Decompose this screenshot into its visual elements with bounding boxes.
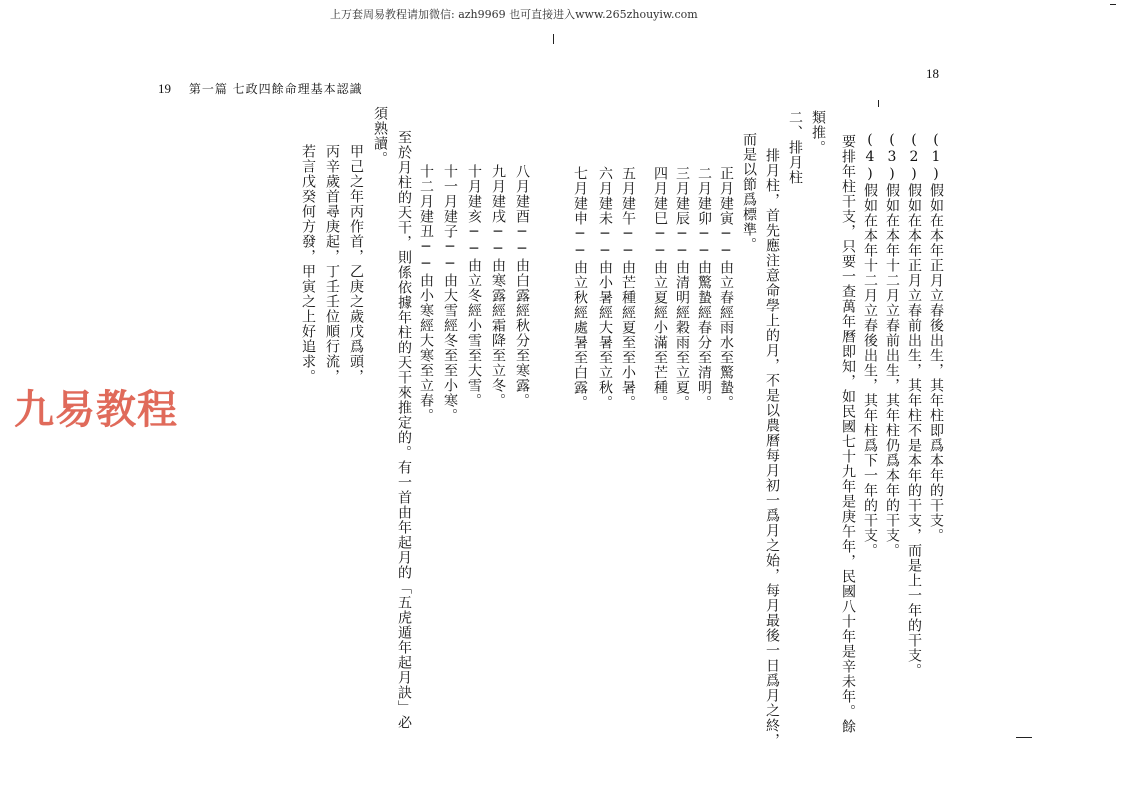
month-row-4: 四月建巳──由立夏經小滿至芒種。	[652, 166, 668, 410]
month-row-5: 五月建午──由芒種經夏至至小暑。	[620, 166, 636, 410]
section-heading-month-pillar: 二、排月柱	[787, 110, 803, 185]
top-watermark-banner: 上万套周易教程请加微信: azh9969 也可直接进入www.265zhouyiw.com	[330, 8, 698, 21]
month-row-12: 十二月建丑──由小寒經大寒至立春。	[418, 164, 434, 423]
left-page-number: 19	[158, 81, 171, 96]
month-row-7: 七月建申──由立秋經處暑至白露。	[572, 166, 588, 410]
left-page-header	[158, 80, 363, 97]
text-column-5: 要排年柱干支，只要一查萬年曆即知，如民國七十九年是庚午年，民國八十年是辛未年。餘	[840, 134, 856, 734]
verse-line-1: 甲己之年丙作首，乙庚之歲戊爲頭，	[348, 144, 364, 384]
text-column-4: (4)假如在本年十二月立春後出生，其年柱爲下一年的干支。	[862, 132, 878, 558]
text-column-23: 須熟讀。	[372, 106, 388, 166]
month-row-6: 六月建未──由小暑經大暑至立秋。	[597, 166, 613, 410]
month-row-9: 九月建戌──由寒露經霜降至立冬。	[490, 164, 506, 408]
right-page-number: 18	[926, 66, 939, 81]
month-row-1: 正月建寅──由立春經雨水至驚蟄。	[718, 166, 734, 410]
text-column-9: 而是以節爲標準。	[741, 132, 757, 252]
month-row-8: 八月建酉──由白露經秋分至寒露。	[514, 164, 530, 408]
verse-line-3: 若言戊癸何方發，甲寅之上好追求。	[300, 144, 316, 384]
text-column-2: (2)假如在本年正月立春前出生，其年柱不是本年的干支，而是上一年的干支。	[906, 132, 922, 678]
scan-mark	[1110, 4, 1116, 5]
text-column-8: 排月柱，首先應注意命學上的月，不是以農曆每月初一爲月之始，每月最後一日爲月之終，	[764, 148, 780, 748]
text-column-6: 類推。	[810, 110, 826, 155]
watermark-logo: 九易教程	[14, 387, 178, 433]
left-page-running-title: 第一篇 七政四餘命理基本認識	[188, 82, 363, 96]
text-column-3: (3)假如在本年十二月立春前出生，其年柱仍爲本年的干支。	[884, 132, 900, 558]
scan-mark	[878, 100, 879, 107]
text-column-1: (1)假如在本年正月立春後出生，其年柱即爲本年的干支。	[928, 132, 944, 543]
scan-mark	[553, 34, 554, 44]
month-row-11: 十一月建子──由大雪經冬至至小寒。	[442, 164, 458, 423]
month-row-10: 十月建亥──由立冬經小雪至大雪。	[466, 164, 482, 408]
text-column-22: 至於月柱的天干，則係依據年柱的天干來推定的。有一首由年起月的「五虎遁年起月訣」必	[396, 130, 412, 730]
month-row-2: 二月建卯──由驚蟄經春分至清明。	[696, 166, 712, 410]
verse-line-2: 丙辛歲首尋庚起，丁壬壬位順行流，	[324, 144, 340, 384]
month-row-3: 三月建辰──由清明經穀雨至立夏。	[674, 166, 690, 410]
scan-mark	[1016, 737, 1032, 738]
